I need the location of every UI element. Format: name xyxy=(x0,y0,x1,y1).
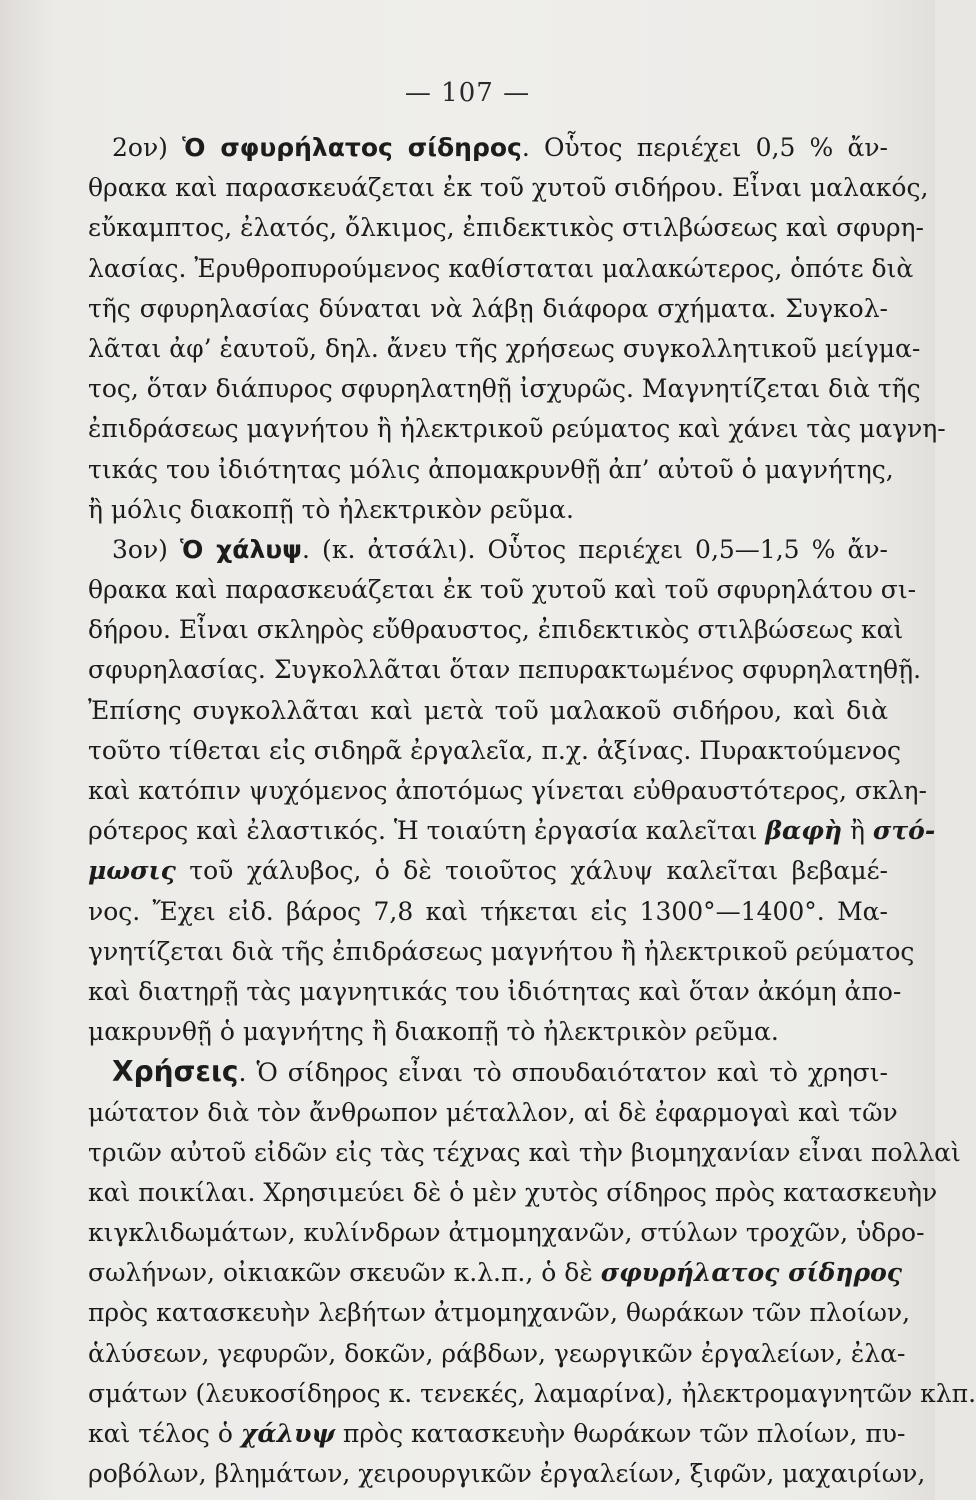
text-run: θρακα καὶ παρασκευάζεται ἐκ τοῦ χυτοῦ σιδήρου. Εἶναι μαλακός, xyxy=(88,173,929,203)
paragraph-wrought-iron xyxy=(88,128,946,530)
paragraph-uses xyxy=(88,1052,976,1494)
paragraph-steel xyxy=(88,530,936,1052)
text-run: καὶ ποικίλαι. Χρησιμεύει δὲ ὁ μὲν χυτὸς σίδηρος πρὸς κατασκευὴν xyxy=(88,1177,938,1207)
text-run: ἢ xyxy=(842,816,873,846)
text-line xyxy=(88,1454,926,1494)
text-line xyxy=(88,731,902,771)
text-run: καὶ τέλος ὁ xyxy=(88,1419,241,1448)
emphasized-term: βαφὴ xyxy=(765,816,843,846)
text-line xyxy=(88,168,929,208)
text-run: καὶ διατηρῇ τὰς μαγνητικάς του ἰδιότητας καὶ ὅταν ἀκόμη ἀπο- xyxy=(88,976,902,1006)
text-line xyxy=(88,1173,938,1213)
text-run: 2ον) xyxy=(112,133,183,162)
text-run: νος. Ἔχει εἰδ. βάρος 7,8 καὶ τήκεται εἰς 1300°—1400°. Μα- xyxy=(88,896,888,926)
text-run: ροβόλων, βλημάτων, χειρουργικῶν ἐργαλείων, ξιφῶν, μαχαιρίων, xyxy=(88,1459,926,1489)
text-line xyxy=(88,1414,906,1454)
text-line xyxy=(88,369,921,409)
text-run: τικάς του ἰδιότητας μόλις ἀπομακρυνθῇ ἀπ’ αὐτοῦ ὁ μαγνήτης, xyxy=(88,454,894,484)
text-line xyxy=(88,851,888,891)
body-text xyxy=(88,128,976,1494)
text-run: θρακα καὶ παρασκευάζεται ἐκ τοῦ χυτοῦ καὶ τοῦ σφυρηλάτου σι- xyxy=(88,575,917,605)
section-heading: Ὁ χάλυψ xyxy=(180,534,303,564)
text-line xyxy=(88,1293,911,1333)
text-line xyxy=(88,409,946,449)
text-line xyxy=(88,1374,976,1414)
text-run: ἢ μόλις διακοπῇ τὸ ἠλεκτρικὸν ρεῦμα. xyxy=(88,494,574,524)
text-run: σφυρηλασίας. Συγκολλᾶται ὅταν πεπυρακτωμένος σφυρηλατηθῇ. xyxy=(88,655,922,685)
text-line xyxy=(88,691,888,731)
text-line xyxy=(88,329,921,369)
text-run: μακρυνθῇ ὁ μαγνήτης ἢ διακοπῇ τὸ ἠλεκτρικὸν ρεῦμα. xyxy=(88,1017,779,1047)
text-line xyxy=(88,128,888,168)
text-run: γνητίζεται διὰ τῆς ἐπιδράσεως μαγνήτου ἢ ἠλεκτρικοῦ ρεύματος xyxy=(88,936,915,966)
text-line xyxy=(88,530,888,570)
text-line xyxy=(88,932,915,972)
emphasized-term: χάλυψ xyxy=(240,1419,335,1448)
text-line xyxy=(88,1012,888,1052)
text-line xyxy=(88,610,904,650)
text-run: ἐπιδράσεως μαγνήτου ἢ ἠλεκτρικοῦ ρεύματος καὶ χάνει τὰς μαγνη- xyxy=(88,414,946,444)
text-run: . Ὁ σίδηρος εἶναι τὸ σπουδαιότατον καὶ τὸ χρησι- xyxy=(238,1058,888,1088)
text-run: τριῶν αὐτοῦ εἰδῶν εἰς τὰς τέχνας καὶ τὴν βιομηχανίαν εἶναι πολλαὶ xyxy=(88,1137,961,1167)
text-run: εὔκαμπτος, ἐλατός, ὄλκιμος, ἐπιδεκτικὸς στιλβώσεως καὶ σφυρη- xyxy=(88,213,924,243)
text-run: Ἐπίσης συγκολλᾶται καὶ μετὰ τοῦ μαλακοῦ σιδήρου, καὶ διὰ xyxy=(88,695,888,725)
text-line xyxy=(88,1052,888,1092)
text-run: κιγκλιδωμάτων, κυλίνδρων ἀτμομηχανῶν, στύλων τροχῶν, ὑδρο- xyxy=(88,1218,925,1248)
emphasized-term: στό- xyxy=(872,816,936,846)
text-line xyxy=(88,1213,925,1253)
text-line xyxy=(88,1093,898,1133)
text-line xyxy=(88,811,936,851)
text-line xyxy=(88,892,888,932)
text-run: σμάτων (λευκοσίδηρος κ. τενεκές, λαμαρίνα), ἠλεκτρομαγνητῶν κλπ. xyxy=(88,1378,976,1408)
text-run: . Οὗτος περιέχει 0,5 % ἄν- xyxy=(521,133,888,162)
text-run: λᾶται ἀφ’ ἑαυτοῦ, δηλ. ἄνευ τῆς χρήσεως συγκολλητικοῦ μείγμα- xyxy=(88,333,921,363)
text-line xyxy=(88,1253,902,1293)
text-line xyxy=(88,972,902,1012)
text-line xyxy=(88,771,927,811)
text-run: τῆς σφυρηλασίας δύναται νὰ λάβῃ διάφορα σχήματα. Συγκολ- xyxy=(88,293,888,323)
text-line xyxy=(88,208,924,248)
text-line xyxy=(88,289,888,329)
text-line xyxy=(88,1334,906,1374)
text-line xyxy=(88,450,894,490)
text-run: τοῦ χάλυβος, ὁ δὲ τοιοῦτος χάλυψ καλεῖται βεβαμέ- xyxy=(175,856,888,886)
emphasized-term: σφυρήλατος σίδηρος xyxy=(600,1258,902,1288)
section-heading: Ὁ σφυρήλατος σίδηρος xyxy=(182,133,522,162)
text-run: . (κ. ἀτσάλι). Οὗτος περιέχει 0,5—1,5 % ἄν- xyxy=(302,534,888,564)
text-run: πρὸς κατασκευὴν λεβήτων ἀτμομηχανῶν, θωράκων τῶν πλοίων, xyxy=(88,1298,911,1328)
text-run: σωλήνων, οἰκιακῶν σκευῶν κ.λ.π., ὁ δὲ xyxy=(88,1258,601,1288)
text-run: τος, ὅταν διάπυρος σφυρηλατηθῇ ἰσχυρῶς. Μαγνητίζεται διὰ τῆς xyxy=(88,374,921,404)
text-run: πρὸς κατασκευὴν θωράκων τῶν πλοίων, πυ- xyxy=(334,1419,906,1448)
section-heading: Χρήσεις xyxy=(112,1055,239,1089)
text-run: 3ον) xyxy=(112,534,180,564)
emphasized-term: μωσις xyxy=(88,856,176,886)
text-run: λασίας. Ἐρυθροπυρούμενος καθίσταται μαλακώτερος, ὁπότε διὰ xyxy=(88,253,914,283)
text-run: ἁλύσεων, γεφυρῶν, δοκῶν, ράβδων, γεωργικῶν ἐργαλείων, ἐλα- xyxy=(88,1338,906,1368)
text-run: δήρου. Εἶναι σκληρὸς εὔθραυστος, ἐπιδεκτικὸς στιλβώσεως καὶ xyxy=(88,615,904,645)
text-run: μώτατον διὰ τὸν ἄνθρωπον μέταλλον, αἱ δὲ ἐφαρμογαὶ καὶ τῶν xyxy=(88,1097,898,1127)
text-line xyxy=(88,249,914,289)
text-line xyxy=(88,1133,961,1173)
text-run: καὶ κατόπιν ψυχόμενος ἀποτόμως γίνεται εὐθραυστότερος, σκλη- xyxy=(88,776,927,805)
text-run: τοῦτο τίθεται εἰς σιδηρᾶ ἐργαλεῖα, π.χ. ἀξίνας. Πυρακτούμενος xyxy=(88,735,902,765)
text-line xyxy=(88,570,917,610)
page-number: — 107 — xyxy=(404,78,531,108)
text-run: ρότερος καὶ ἐλαστικός. Ἡ τοιαύτη ἐργασία καλεῖται xyxy=(88,816,766,846)
text-line xyxy=(88,650,922,690)
text-line xyxy=(88,490,888,530)
